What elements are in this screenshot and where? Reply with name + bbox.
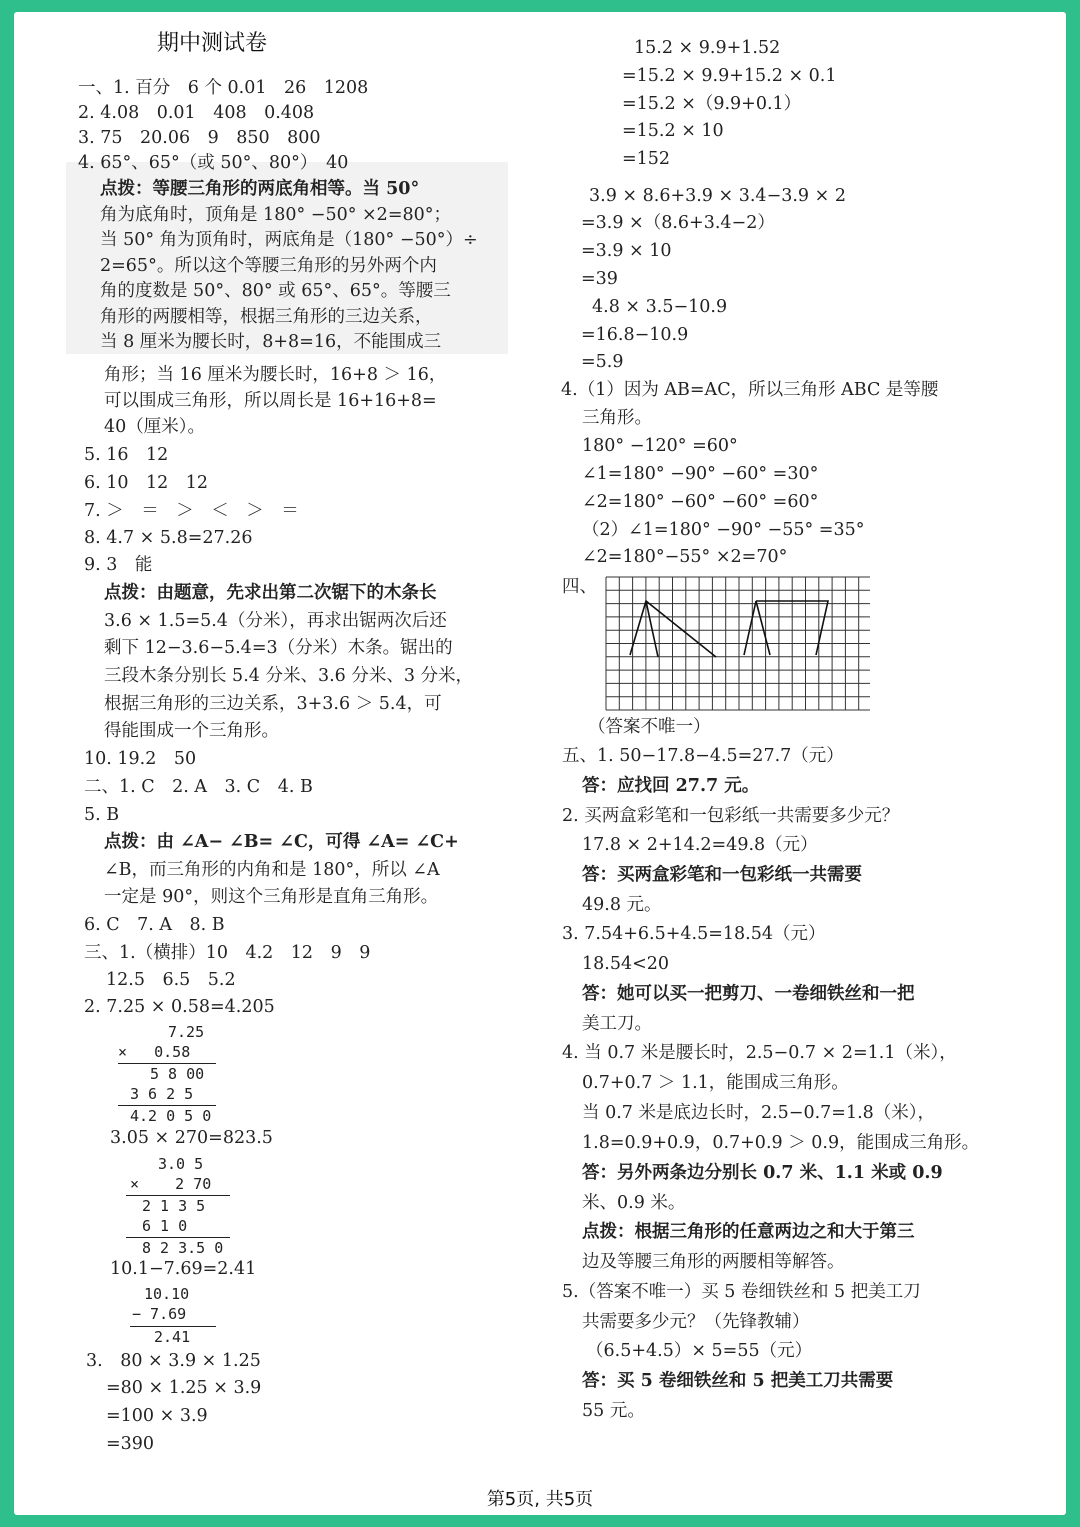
text-line: 答：另外两条边分别长 0.7 米、1.1 米或 0.9: [582, 1163, 943, 1183]
text-line: 可以围成三角形，所以周长是 16+16+8=: [104, 391, 437, 411]
grid-lines: [606, 577, 870, 710]
text-line: 7. ＞ ＝ ＞ ＜ ＞ ＝: [84, 501, 299, 521]
calc-row: × 0.58: [118, 1043, 191, 1061]
text-line: 角形；当 16 厘米为腰长时，16+8 ＞ 16，: [104, 365, 447, 385]
text-line: 共需要多少元？（先锋教辅）: [582, 1312, 810, 1332]
text-line: 2=65°。所以这个等腰三角形的另外两个内: [100, 256, 437, 276]
text-line: =39: [581, 269, 618, 289]
text-line: 米、0.9 米。: [582, 1193, 686, 1213]
triangle-grid-figure: [604, 575, 870, 713]
text-line: =80 × 1.25 × 3.9: [106, 1378, 262, 1398]
text-line: 剩下 12−3.6−5.4=3（分米）木条。锯出的: [104, 638, 453, 658]
text-line: 点拨：等腰三角形的两底角相等。当 50°: [100, 179, 420, 199]
text-line: （2）∠1=180° −90° −55° =35°: [582, 520, 865, 540]
text-line: ∠1=180° −90° −60° =30°: [582, 464, 819, 484]
text-line: =15.2 × 10: [622, 121, 724, 141]
text-line: 9. 3 能: [84, 555, 153, 575]
text-line: 3. 80 × 3.9 × 1.25: [86, 1351, 261, 1371]
text-line: 得能围成一个三角形。: [104, 721, 279, 741]
calc-row: 2 1 3 5: [142, 1197, 206, 1215]
text-line: 5. B: [84, 805, 120, 825]
text-line: =390: [106, 1434, 155, 1454]
text-line: 4.8 × 3.5−10.9: [592, 297, 728, 317]
text-line: 二、1. C 2. A 3. C 4. B: [84, 777, 313, 797]
text-line: 4. 当 0.7 米是腰长时，2.5−0.7 × 2=1.1（米），: [562, 1043, 957, 1063]
calc-row: − 7.69: [132, 1305, 187, 1323]
page-footer: 第5页, 共5页: [486, 1489, 594, 1510]
text-line: 点拨：根据三角形的任意两边之和大于第三: [582, 1222, 915, 1242]
text-line: 2. 买两盒彩笔和一包彩纸一共需要多少元？: [562, 806, 900, 826]
text-line: =15.2 ×（9.9+0.1）: [622, 94, 802, 114]
text-line: =3.9 × 10: [581, 241, 672, 261]
text-line: 5.（答案不唯一）买 5 卷细铁丝和 5 把美工刀: [562, 1282, 921, 1302]
text-line: 17.8 × 2+14.2=49.8（元）: [582, 835, 818, 855]
calc-row: 10.10: [144, 1285, 190, 1303]
text-line: 边及等腰三角形的两腰相等解答。: [582, 1252, 845, 1272]
text-line: 1.8=0.9+0.9，0.7+0.9 ＞ 0.9，能围成三角形。: [582, 1133, 980, 1153]
text-line: 3.6 × 1.5=5.4（分米），再求出锯两次后还: [104, 611, 447, 631]
drawn-triangles: [630, 601, 828, 657]
text-line: 答：她可以买一把剪刀、一卷细铁丝和一把: [582, 984, 915, 1004]
text-line: 49.8 元。: [582, 895, 662, 915]
text-line: =5.9: [581, 352, 624, 372]
text-line: 10. 19.2 50: [84, 749, 197, 769]
text-line: 15.2 × 9.9+1.52: [634, 38, 781, 58]
text-line: 40（厘米）。: [104, 417, 206, 437]
text-line: =3.9 ×（8.6+3.4−2）: [581, 213, 775, 233]
calc-row: 8 2 3.5 0: [142, 1239, 224, 1257]
text-line: 答：应找回 27.7 元。: [582, 776, 760, 796]
text-line: 5. 16 12: [84, 445, 169, 465]
text-line: 三角形。: [582, 408, 652, 428]
text-line: 当 8 厘米为腰长时，8+8=16，不能围成三: [100, 332, 442, 352]
text-line: 美工刀。: [582, 1014, 652, 1034]
text-line: 三、1.（横排）10 4.2 12 9 9: [84, 943, 371, 963]
calc-row: 2.41: [154, 1328, 191, 1346]
calc-row: 3 6 2 5: [130, 1085, 194, 1103]
text-line: 6. C 7. A 8. B: [84, 915, 225, 935]
text-line: =16.8−10.9: [581, 325, 689, 345]
text-line: =15.2 × 9.9+15.2 × 0.1: [622, 66, 837, 86]
text-line: 3. 75 20.06 9 850 800: [78, 128, 321, 148]
calc-row: 6 1 0: [142, 1217, 188, 1235]
text-line: 3.9 × 8.6+3.9 × 3.4−3.9 × 2: [589, 186, 846, 206]
text-line: =152: [622, 149, 671, 169]
calc-row: × 2 70: [130, 1175, 212, 1193]
text-line: 180° −120° =60°: [582, 436, 738, 456]
text-line: 四、: [562, 577, 597, 597]
text-line: ∠2=180°−55° ×2=70°: [582, 547, 788, 567]
text-line: 12.5 6.5 5.2: [106, 970, 236, 990]
text-line: 当 0.7 米是底边长时，2.5−0.7=1.8（米），: [582, 1103, 936, 1123]
text-line: 3.05 × 270=823.5: [110, 1128, 273, 1148]
text-line: 18.54<20: [582, 954, 670, 974]
text-line: 2. 4.08 0.01 408 0.408: [78, 103, 315, 123]
page-title: 期中测试卷: [157, 31, 268, 56]
answer-page: [14, 12, 1066, 1515]
text-line: 10.1−7.69=2.41: [110, 1259, 257, 1279]
text-line: 一定是 90°，则这个三角形是直角三角形。: [104, 887, 439, 907]
text-line: 一、1. 百分 6 个 0.01 26 1208: [78, 78, 369, 98]
text-line: 角形的两腰相等，根据三角形的三边关系，: [100, 307, 433, 327]
text-line: 三段木条分别长 5.4 分米、3.6 分米、3 分米，: [104, 666, 474, 686]
text-line: 角的度数是 50°、80° 或 65°、65°。等腰三: [100, 281, 451, 301]
text-line: 角为底角时，顶角是 180° −50° ×2=80°；: [100, 205, 451, 225]
text-line: 6. 10 12 12: [84, 473, 209, 493]
text-line: 2. 7.25 × 0.58=4.205: [84, 997, 275, 1017]
text-line: 五、1. 50−17.8−4.5=27.7（元）: [562, 746, 844, 766]
text-line: ∠2=180° −60° −60° =60°: [582, 492, 819, 512]
text-line: 4. 65°、65°（或 50°、80°） 40: [78, 153, 349, 173]
calc-row: 3.0 5: [158, 1155, 204, 1173]
text-line: 当 50° 角为顶角时，两底角是（180° −50°）÷: [100, 230, 478, 250]
text-line: （答案不唯一）: [588, 717, 711, 737]
text-line: 根据三角形的三边关系，3+3.6 ＞ 5.4，可: [104, 694, 442, 714]
text-line: 8. 4.7 × 5.8=27.26: [84, 528, 253, 548]
text-line: 3. 7.54+6.5+4.5=18.54（元）: [562, 924, 826, 944]
text-line: ∠B，而三角形的内角和是 180°，所以 ∠A: [104, 860, 440, 880]
text-line: 答：买 5 卷细铁丝和 5 把美工刀共需要: [582, 1371, 894, 1391]
text-line: 55 元。: [582, 1401, 645, 1421]
text-line: =100 × 3.9: [106, 1406, 208, 1426]
text-line: 0.7+0.7 ＞ 1.1，能围成三角形。: [582, 1073, 849, 1093]
text-line: 4.（1）因为 AB=AC，所以三角形 ABC 是等腰: [561, 380, 939, 400]
calc-row: 4.2 0 5 0: [130, 1107, 212, 1125]
text-line: 点拨：由题意，先求出第二次锯下的木条长: [104, 583, 437, 603]
calc-row: 7.25: [168, 1023, 205, 1041]
text-line: （6.5+4.5）× 5=55（元）: [586, 1341, 813, 1361]
text-line: 点拨：由 ∠A− ∠B= ∠C，可得 ∠A= ∠C+: [104, 832, 459, 852]
text-line: 答：买两盒彩笔和一包彩纸一共需要: [582, 865, 862, 885]
calc-row: 5 8 00: [150, 1065, 205, 1083]
